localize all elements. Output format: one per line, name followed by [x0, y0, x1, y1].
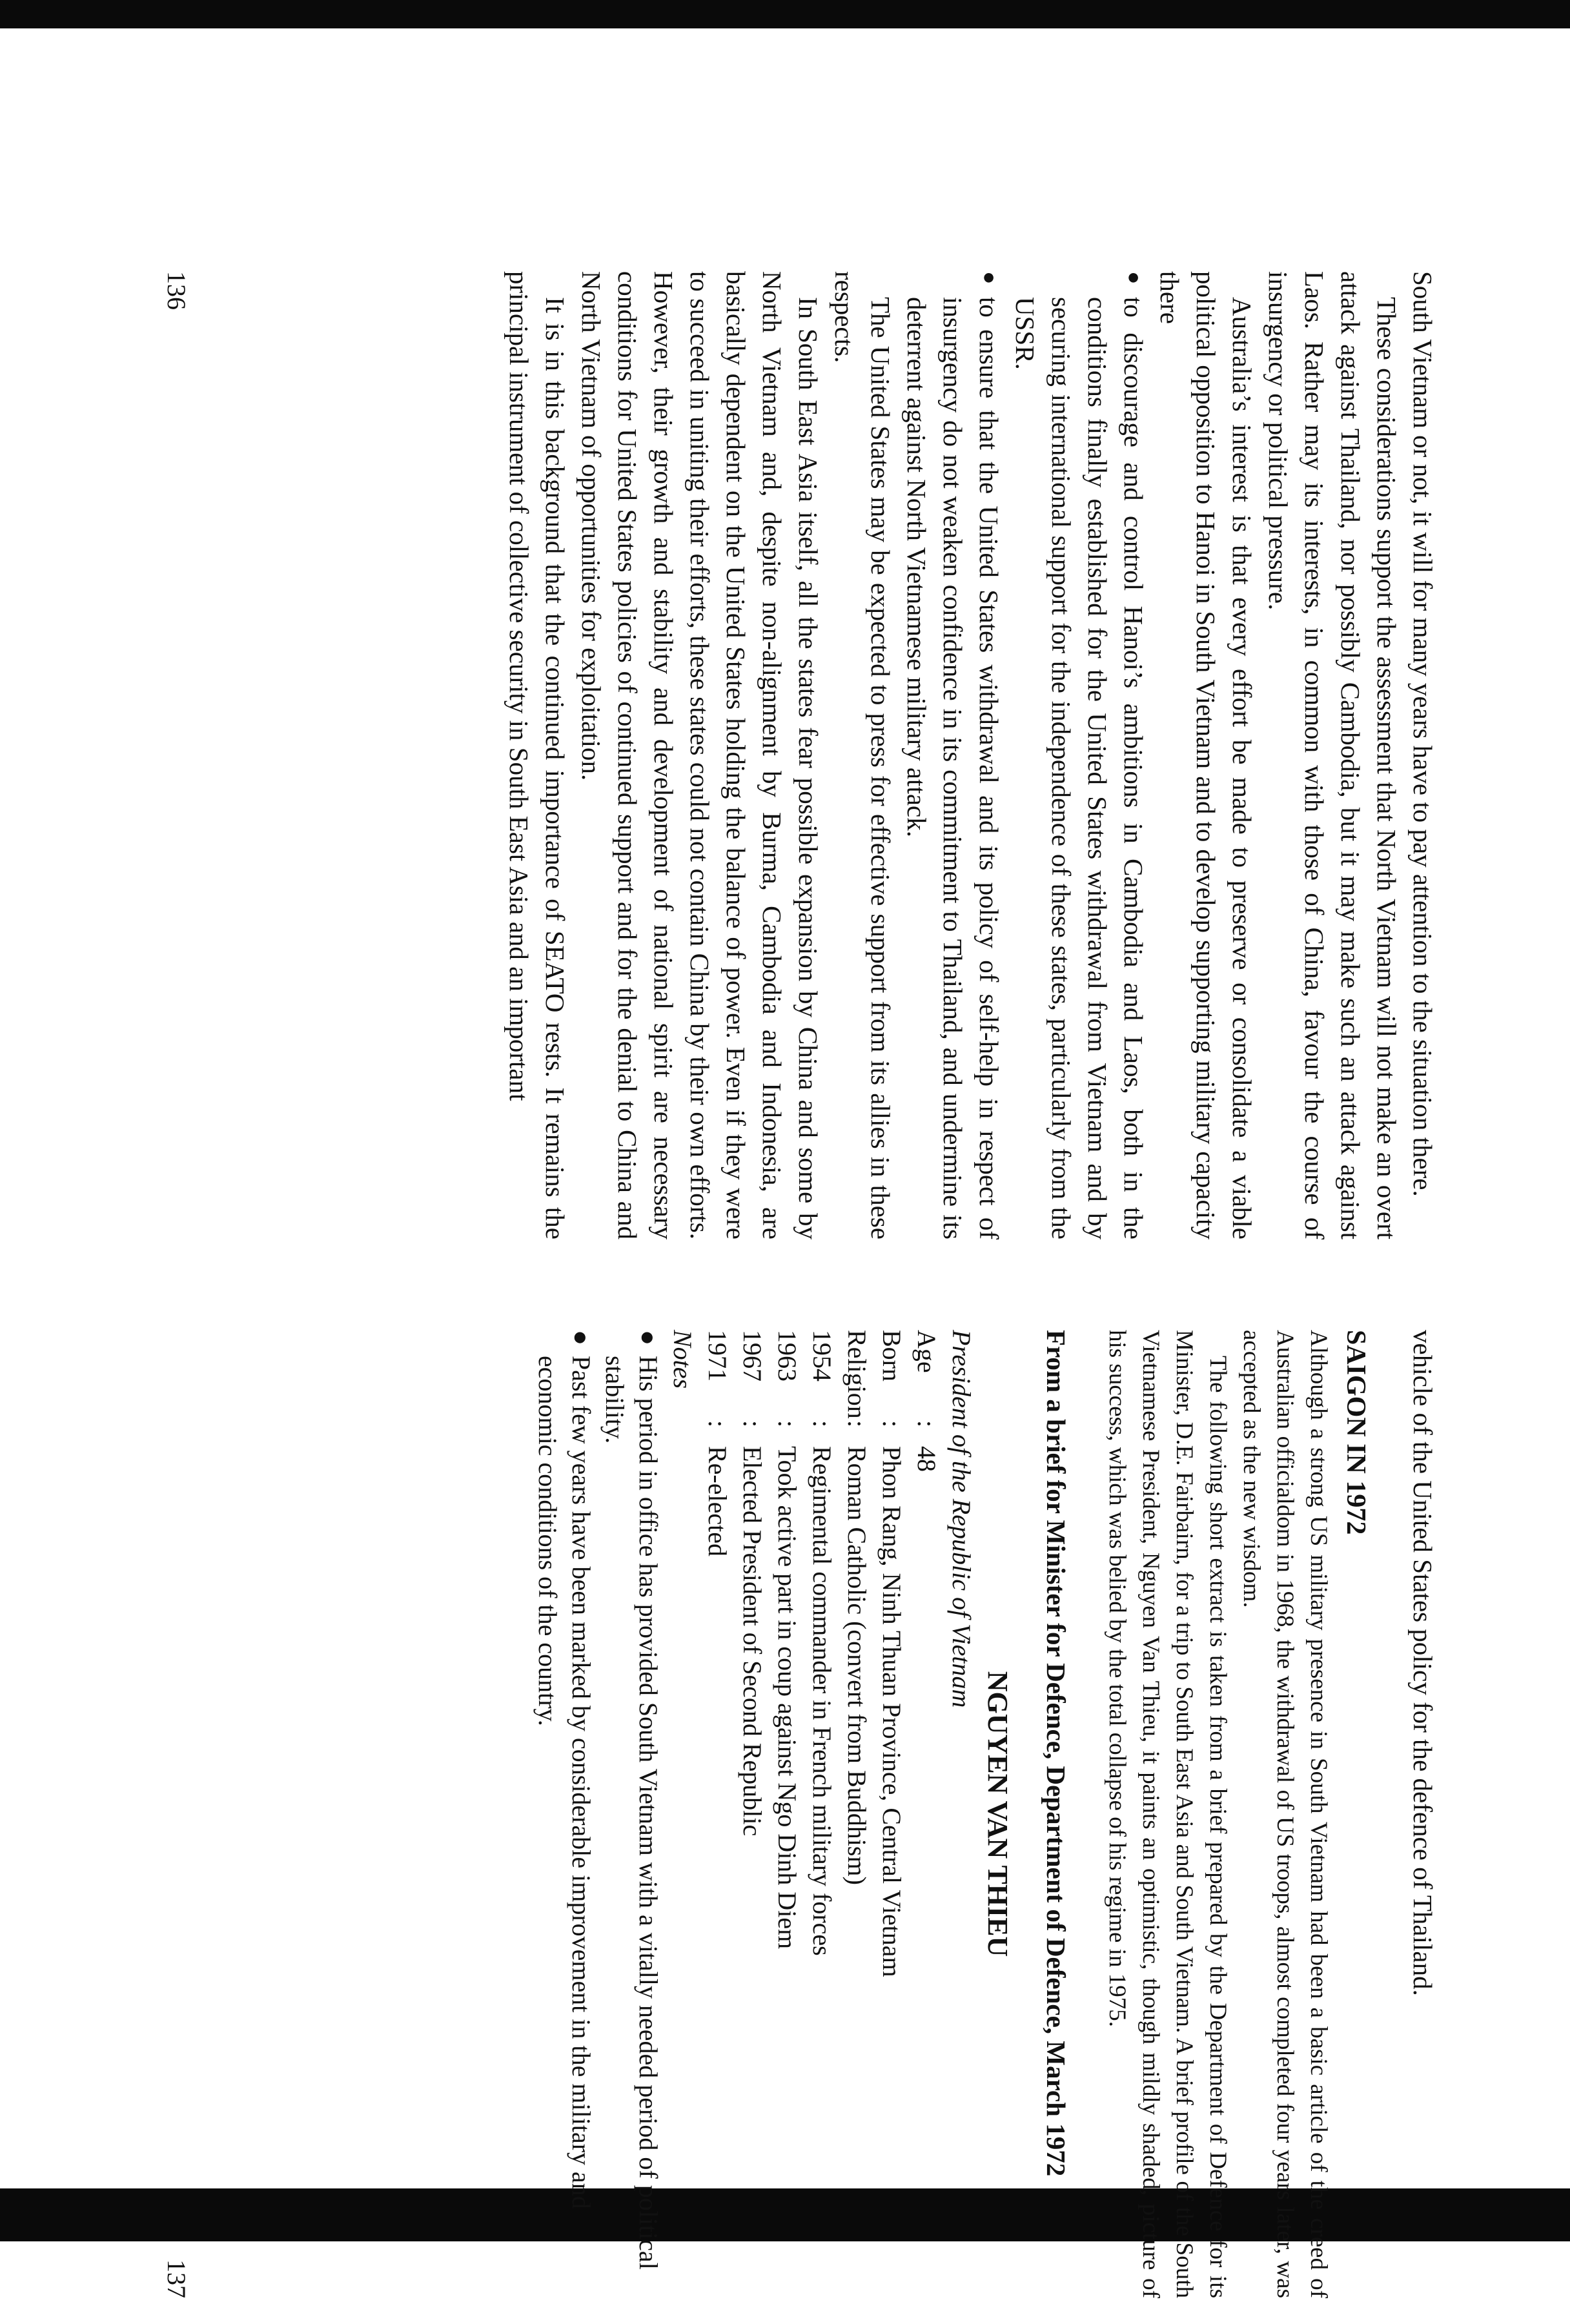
profile-separator: :: [738, 1420, 767, 1428]
bullet-item: [1007, 271, 1152, 1239]
profile-separator: :: [808, 1420, 837, 1428]
profile-separator: :: [773, 1420, 802, 1428]
notes-heading: Notes: [668, 1330, 697, 1389]
note-text: His period in office has provided South Vietnam with a vitally needed period of political stability.: [600, 1356, 663, 2270]
page-136: [162, 271, 1441, 1239]
bullet-text: to ensure that the United States withdrawal and its policy of self-help in respect of insurgency do not weaken confidence in its commitment to Thailand, and undermine its deterrent against North Vietnamese military attack.: [902, 297, 1004, 1239]
intro-paragraph: The following short extract is taken from a brief prepared by the Department of Defence for its Minister, D.E. Fairbairn, for a trip to South East Asia and South Vietnam. A brief profile of the South Vietnamese President, Nguyen Van Thieu, it paints an optimistic, though mildly shaded, picture of his success, which was belied by the total collapse of his regime in 1975.: [1104, 1330, 1231, 2298]
profile-key: Born: [877, 1330, 906, 1381]
continuation-paragraph: vehicle of the United States policy for the defence of Thailand.: [1408, 1330, 1438, 1996]
profile-subtitle: President of the Republic of Vietnam: [947, 1330, 976, 1708]
note-text: Past few years have been marked by considerable improvement in the military and economic conditions of the country.: [533, 1356, 596, 2209]
profile-separator: :: [842, 1420, 872, 1428]
profile-row: [839, 1330, 874, 2298]
profile-value: Regimental commander in French military forces: [808, 1446, 837, 1956]
profile-row: [770, 1330, 804, 2298]
profile-key: 1954: [808, 1330, 837, 1381]
profile-key: 1971: [703, 1330, 732, 1381]
body-paragraph: The United States may be expected to press for effective support from its allies in these respects.: [830, 271, 895, 1239]
body-paragraph: Australia’s interest is that every effort be made to preserve or consolidate a viable political opposition to Hanoi in South Vietnam and to develop supporting military capacity there: [1155, 271, 1257, 1239]
body-paragraph: It is in this background that the continued importance of SEATO rests. It remains the principal instrument of collective security in South East Asia and an important: [504, 271, 570, 1239]
section-heading: SAIGON IN 1972: [1341, 1330, 1371, 1535]
profile-key: 1963: [773, 1330, 802, 1381]
body-paragraph: South Vietnam or not, it will for many years have to pay attention to the situation there.: [1408, 271, 1438, 1197]
profile-name: NGUYEN VAN THIEU: [982, 1671, 1014, 1957]
profile-value: Phon Rang, Ninh Thuan Province, Central Vietnam: [877, 1446, 906, 1977]
body-paragraph: In South East Asia itself, all the states fear possible expansion by China and some by North Vietnam and, despite non-alignment by Burma, Cambodia and Indonesia, are basically dependent on the United States holding the balance of power. Even if they were to succeed in uniting their efforts, these states could not contain China by their own efforts. However, their growth and stability and development of national spirit are necessary conditions for United States policies of continued support and for the denial to China and North Vietnam of opportunities for exploitation.: [576, 271, 823, 1239]
page-number: 137: [162, 2259, 191, 2298]
source-heading: From a brief for Minister for Defence, Department of Defence, March 1972: [1041, 1330, 1071, 2177]
profile-row: [804, 1330, 839, 2298]
body-paragraph: These considerations support the assessment that North Vietnam will not make an overt attack against Thailand, nor possibly Cambodia, but it may make such an attack against Laos. Rather may its interests, in common with those of China, favour the course of insurgency or political pressure.: [1263, 271, 1402, 1239]
profile-row: [700, 1330, 735, 2298]
bullet-icon: ●: [634, 1330, 663, 1346]
profile-value: Took active part in coup against Ngo Dinh Diem: [773, 1446, 802, 1950]
profile-row: [909, 1330, 944, 2298]
profile-value: Roman Catholic (convert from Buddhism): [842, 1446, 872, 1885]
book-spread: [162, 271, 1441, 2324]
bullet-icon: ●: [567, 1330, 596, 1346]
bullet-icon: ●: [977, 271, 1001, 285]
profile-value: 48: [912, 1446, 941, 1472]
intro-paragraph: Although a strong US military presence in South Vietnam had been a basic article of the creed of Australian officialdom in 1968, the withdrawal of US troops, almost completed four years later, was accepted as the new wisdom.: [1238, 1330, 1332, 2298]
profile-value: Re-elected: [703, 1446, 732, 1556]
profile-key: Religion: [842, 1330, 872, 1419]
note-item: [598, 1330, 665, 2298]
profile-row: [735, 1330, 770, 2298]
note-item: [531, 1330, 598, 2298]
bullet-text: to discourage and control Hanoi’s ambitions in Cambodia and Laos, both in the conditions finally established for the United States withdrawal from Vietnam and by securing international support for the independence of these states, particularly from the USSR.: [1010, 297, 1148, 1239]
profile-row: [874, 1330, 909, 2298]
bullet-item: [899, 271, 1007, 1239]
profile-separator: :: [912, 1420, 941, 1428]
profile-separator: :: [703, 1420, 732, 1428]
profile-key: 1967: [738, 1330, 767, 1381]
profile-separator: :: [877, 1420, 906, 1428]
scan-border-top: [0, 0, 1570, 28]
page-137: [162, 1330, 1441, 2298]
profile-value: Elected President of Second Republic: [738, 1446, 767, 1837]
bullet-icon: ●: [1122, 271, 1146, 285]
page-number: 136: [162, 271, 191, 310]
profile-key: Age: [912, 1330, 941, 1373]
